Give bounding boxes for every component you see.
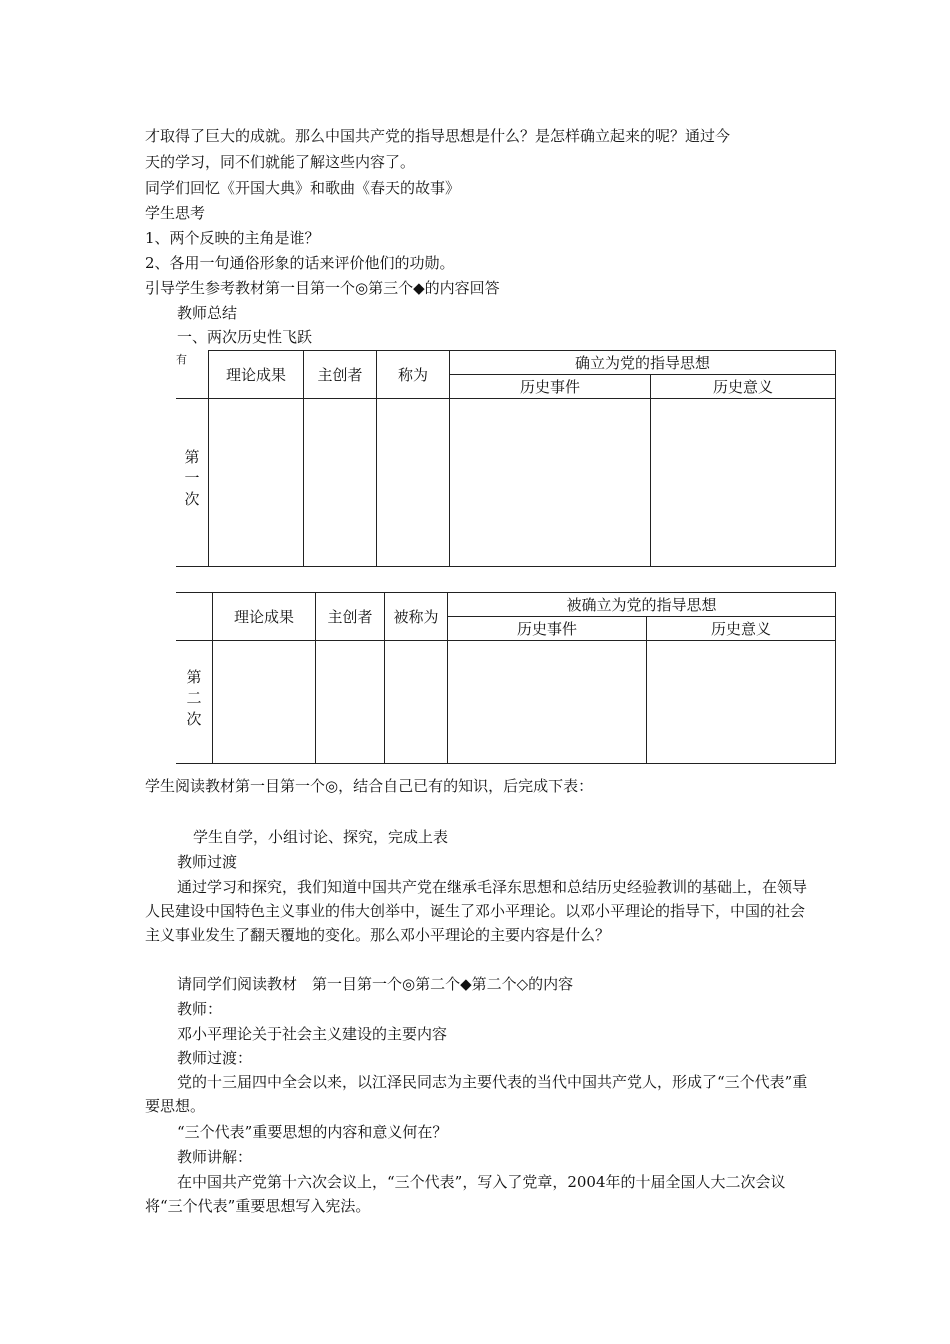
table1-header-group: 确立为党的指导思想 <box>450 351 836 375</box>
table1-header-title: 称为 <box>377 351 450 399</box>
table1-header-theory: 理论成果 <box>209 351 304 399</box>
body-p6: 教师： <box>177 1000 223 1018</box>
table1-row-label: 第一次 <box>182 449 201 512</box>
table1-header-event: 历史事件 <box>450 375 651 399</box>
intro-line-1: 才取得了巨大的成就。那么中国共产党的指导思想是什么？是怎样确立起来的呢？通过今 <box>145 127 731 145</box>
table2-row-label-cell <box>176 641 213 764</box>
table2-header-title: 被称为 <box>385 593 448 641</box>
table2-cell-meaning[interactable] <box>647 641 836 764</box>
body-p11: 教师讲解： <box>177 1148 253 1166</box>
table2-header-founder: 主创者 <box>316 593 385 641</box>
body-p9: 党的十三届四中全会以来，以江泽民同志为主要代表的当代中国共产党人，形成了“三个代表”重要思想。 <box>145 1073 808 1115</box>
table1-row-label-cell <box>176 399 209 567</box>
table1-cell-meaning[interactable] <box>651 399 836 567</box>
table2-header-event: 历史事件 <box>448 617 647 641</box>
table1-header-founder: 主创者 <box>304 351 377 399</box>
body-p2: 学生自学，小组讨论、探究，完成上表 <box>193 828 449 846</box>
table1-cell-event[interactable] <box>450 399 651 567</box>
intro-line-2: 天的学习，同不们就能了解这些内容了。 <box>145 153 416 171</box>
table2-header-theory: 理论成果 <box>213 593 316 641</box>
table2-cell-theory[interactable] <box>213 641 316 764</box>
question-2: 2、各用一句通俗形象的话来评价他们的功勋。 <box>145 254 455 272</box>
body-p5: 请同学们阅读教材 第一目第一个◎第二个◆第二个◇的内容 <box>177 975 574 993</box>
body-p1: 学生阅读教材第一目第一个◎，结合自己已有的知识，后完成下表： <box>145 777 594 795</box>
table2-cell-title[interactable] <box>385 641 448 764</box>
table1-cell-founder[interactable] <box>304 399 377 567</box>
intro-line-3: 同学们回忆《开国大典》和歌曲《春天的故事》 <box>145 179 461 197</box>
second-leap-table <box>176 592 836 764</box>
question-1: 1、两个反映的主角是谁？ <box>145 229 320 247</box>
body-p7: 邓小平理论关于社会主义建设的主要内容 <box>177 1025 448 1043</box>
body-p10: “三个代表”重要思想的内容和意义何在？ <box>177 1123 448 1141</box>
table2-row-label: 第二次 <box>184 668 203 732</box>
table1-corner: 有 <box>176 351 209 399</box>
section-heading: 一、两次历史性飞跃 <box>177 328 313 346</box>
teacher-summary-label: 教师总结 <box>177 304 238 322</box>
body-p4: 通过学习和探究，我们知道中国共产党在继承毛泽东思想和总结历史经验教训的基础上，在领导人民建设中国特色主义事业的伟大创举中，诞生了邓小平理论。以邓小平理论的指导下，中国的社会主义事业发生了翻天覆地的变化。那么邓小平理论的主要内容是什么？ <box>145 878 808 944</box>
body-p3: 教师过渡 <box>177 853 238 871</box>
intro-line-4: 学生思考 <box>145 204 206 222</box>
table1-cell-theory[interactable] <box>209 399 304 567</box>
table2-header-meaning: 历史意义 <box>647 617 836 641</box>
table2-cell-event[interactable] <box>448 641 647 764</box>
table2-cell-founder[interactable] <box>316 641 385 764</box>
body-p12: 在中国共产党第十六次会议上，“三个代表”，写入了党章，2004年的十届全国人大二次会议将“三个代表”重要思想写入宪法。 <box>145 1173 786 1215</box>
table2-corner <box>176 593 213 641</box>
body-p8: 教师过渡： <box>177 1049 253 1067</box>
table2-header-group: 被确立为党的指导思想 <box>448 593 836 617</box>
table1-cell-title[interactable] <box>377 399 450 567</box>
guide-line: 引导学生参考教材第一目第一个◎第三个◆的内容回答 <box>145 279 500 297</box>
first-leap-table <box>176 350 836 567</box>
table1-header-meaning: 历史意义 <box>651 375 836 399</box>
